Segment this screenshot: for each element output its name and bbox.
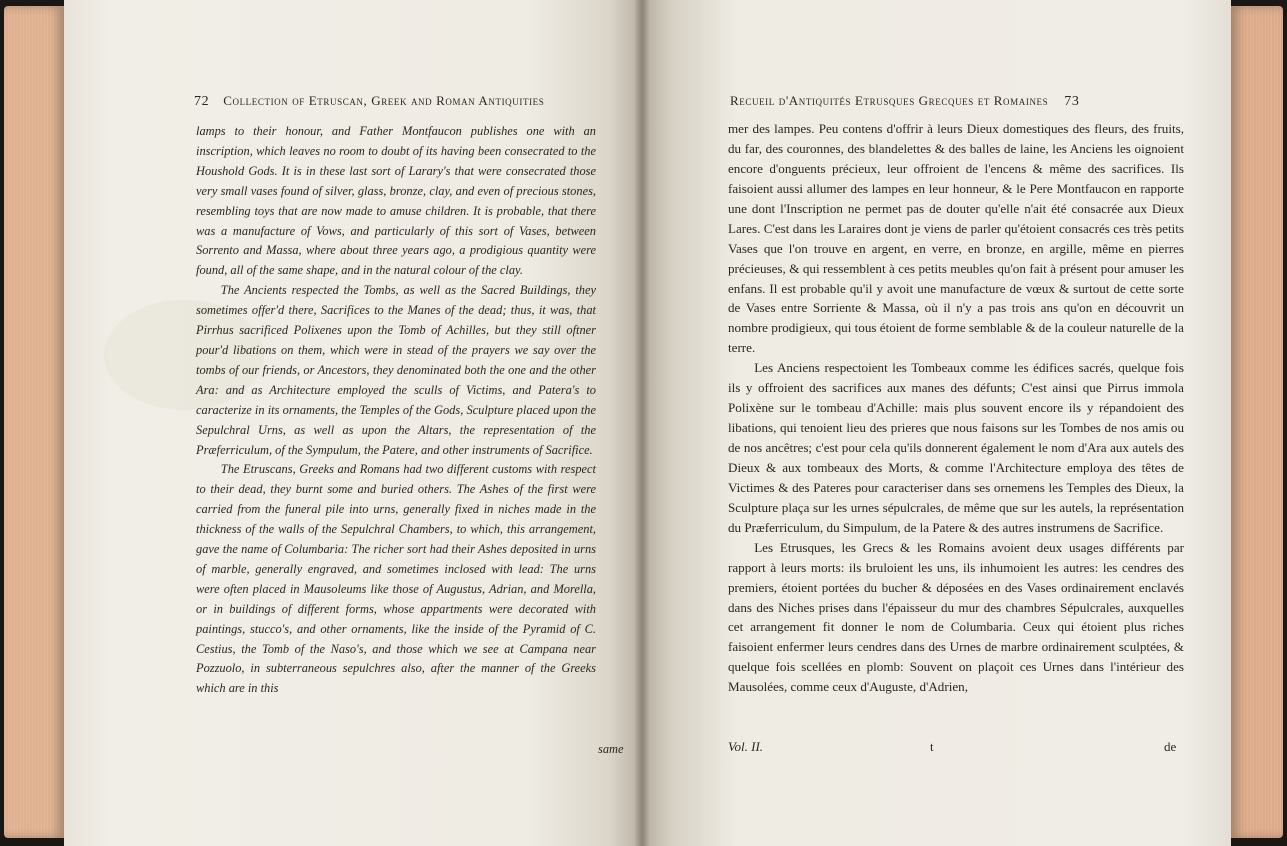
left-paragraph: lamps to their honour, and Father Montfaucon publishes one with an inscription, which leaves no room to doubt of its having been consecrated to the Houshold Gods. It is in these last sort of Larary's that were consecrated those very small vases found of silver, glass, bronze, clay, and even of precious stones, resembling toys that are now made to amuse children. It is probable, that there was a manufacture of Vows, and particularly of this sort of Vases, between Sorrento and Massa, where about three years ago, a prodigious quantity were found, all of the same shape, and in the natural colour of the clay. [196, 124, 596, 278]
left-running-head [194, 93, 544, 110]
left-head-title: Collection of Etruscan, Greek and Roman Antiquities [223, 93, 545, 108]
right-page-number: 73 [1064, 94, 1080, 109]
left-catchword: same [598, 742, 624, 756]
volume-label: Vol. II. [728, 739, 764, 754]
right-catchword: de [1164, 739, 1177, 754]
left-paragraph: The Ancients respected the Tombs, as well as the Sacred Buildings, they sometimes offer'd there, Sacrifices to the Manes of the dead; thus, it was, that Pirrhus sacrificed Polixenes upon the Tomb of Achilles, but they still oftner pour'd libations on them, which were in stead of the prayers we say over the tombs of our friends, or Ancestors, they denominated both the one and the other Ara: and as Architecture employed the sculls of Victims, and Patera's to caracterize in its ornaments, the Temples of the Gods, Sculpture placed upon the Sepulchral Urns, as well as upon the Altars, the representation of the Præferriculum, of the Sympulum, the Patere, and other instruments of Sacrifice. [196, 283, 596, 457]
right-running-head [730, 93, 1079, 110]
right-body-text [728, 119, 1184, 697]
right-paragraph: mer des lampes. Peu contens d'offrir à leurs Dieux domestiques des fleurs, des fruits, du far, des couronnes, des blandelettes & des balles de laine, les Anciens les oignoient encore d'onguents précieux, leur offroient de l'encens & même des sacrifices. Ils faisoient aussi allumer des lampes en leur honneur, & le Pere Montfaucon en rapporte une dont l'Inscription ne permet pas de douter qu'elle n'ait été consacrée aux Dieux Lares. C'est dans les Laraires dont je viens de parler qu'étoient consacrés ces très petits Vases que l'on trouve en argent, en verre, en bronze, en argille, même en pierres précieuses, & qui ressemblent à ces petits meubles qu'on fait à présent pour amuser les enfans. Il est probable qu'il y avoit une manufacture de vœux & surtout de cette sorte de Vases entre Sorriente & Massa, où il n'y a pas trois ans qu'on en découvrit un nombre prodigieux, qui tous étoient de forme semblable & de la couleur naturelle de la terre. [728, 121, 1184, 356]
right-head-title: Recueil d'Antiquités Etrusques Grecques et Romaines [730, 93, 1049, 108]
left-paragraph: The Etruscans, Greeks and Romans had two different customs with respect to their dead, they burnt some and buried others. The Ashes of the first were carried from the funeral pile into urns, generally fixed in niches made in the thickness of the walls of the Sepulchral Chambers, to which, this arrangement, gave the name of Columbaria: The richer sort had their Ashes deposited in urns of marble, generally engraved, and sometimes inclosed with lead: The urns were often placed in Mausoleums like those of Augustus, Adrian, and Morella, or in buildings of different forms, whose appartments were decorated with paintings, stucco's, and other ornaments, like the inside of the Pyramid of C. Cestius, the Tomb of the Naso's, and those which we see at Campana near Pozzuolo, in subterraneous sepulchres also, after the manner of the Greeks which are in this [196, 462, 596, 696]
right-page [642, 0, 1231, 846]
left-body-text [196, 122, 596, 699]
left-page [64, 0, 642, 846]
book-gutter [634, 0, 650, 846]
right-paragraph: Les Anciens respectoient les Tombeaux comme les édifices sacrés, quelque fois ils y offroient des sacrifices aux manes des défunts; C'est ainsi que Pirrus immola Polixène sur le tombeau d'Achille: mais plus souvent encore ils y répandoient des libations, qui tenoient lieu des prieres que nous faisons sur les Tombes de nos amis ou de nos ancêtres; c'est pour cela qu'ils donnerent également le nom d'Ara aux autels des Dieux & aux tombeaux des Morts, & comme l'Architecture employa des têtes de Victimes & des Pateres pour caracteriser dans ses ornemens les Temples des Dieux, la Sculpture plaça sur les urnes sépulcrales, de même que sur les autels, la représentation du Præferriculum, du Simpulum, de la Patere & des autres instrumens de Sacrifice. [728, 360, 1184, 535]
right-paragraph: Les Etrusques, les Grecs & les Romains avoient deux usages différents par rapport à leurs morts: ils bruloient les uns, ils inhumoient les autres: les cendres des premiers, étoient portées du bucher & déposées en des Vases ordinairement enclavés dans des Niches prises dans l'épaisseur du mur des chambres Sépulcrales, auxquelles cet arrangement fit donner le nom de Columbaria. Ceux qui étoient plus riches faisoient enfermer leurs cendres dans des Urnes de marbre ordinairement sculptées, & quelque fois scellées en plomb: Souvent on plaçoit ces Urnes dans l'intérieur des Mausolées, comme ceux d'Auguste, d'Adrien, [728, 539, 1184, 695]
signature-mark: t [930, 739, 934, 754]
right-page-edges [1231, 6, 1283, 838]
left-page-number: 72 [194, 94, 210, 109]
left-page-edges [4, 6, 64, 838]
